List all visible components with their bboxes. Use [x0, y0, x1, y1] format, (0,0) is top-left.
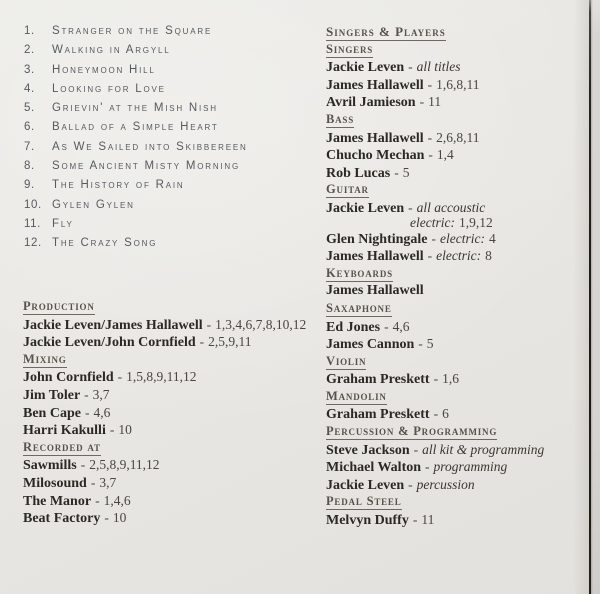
track-title: Fly [52, 217, 74, 230]
credit-detail: 4 [489, 230, 496, 246]
track-number: 6. [24, 121, 35, 134]
section-header-text: Production [23, 299, 95, 313]
left-credits-column [23, 298, 306, 527]
credit-name: James Hallawell [326, 130, 424, 146]
credit-name: The Manor [23, 493, 92, 509]
credit-name: James Hallawell [326, 283, 424, 299]
track-number: 1. [24, 25, 35, 37]
credit-row [326, 146, 544, 164]
credit-row [326, 405, 544, 423]
track-row [24, 176, 248, 195]
credit-row [326, 511, 544, 529]
credit-detail: 6 [442, 406, 449, 422]
credit-row [23, 368, 306, 386]
credit-separator: - [394, 164, 399, 180]
credit-separator: - [117, 369, 123, 385]
track-row [24, 41, 248, 60]
credit-row [326, 282, 544, 300]
credit-detail: electric: [410, 214, 455, 230]
section-header-text: Bass [326, 111, 355, 126]
credit-separator: - [418, 336, 423, 352]
credit-detail: all titles [416, 59, 461, 75]
credit-name: Jackie Leven/John Cornfield [23, 335, 196, 351]
section-header-text: Pedal Steel [326, 494, 402, 509]
credit-row [23, 316, 306, 334]
credit-detail: 11 [421, 512, 435, 528]
credit-name: Glen Nightingale [326, 231, 428, 247]
credit-name: James Cannon [326, 337, 415, 353]
track-row [24, 118, 248, 137]
credit-separator: - [84, 386, 89, 402]
track-row [24, 80, 248, 99]
credit-name: Sawmills [23, 458, 77, 474]
track-title: The History of Rain [52, 179, 185, 192]
credit-separator: - [408, 199, 413, 215]
section-header-text: Percussion & Programming [326, 424, 498, 439]
credit-name: Graham Preskett [326, 407, 430, 423]
credit-detail: 3,7 [92, 386, 110, 402]
credit-separator: - [433, 406, 439, 422]
credit-row [23, 333, 306, 351]
credit-detail: 1,5,8,9,11,12 [126, 369, 197, 385]
credit-row [326, 230, 544, 248]
section-header-text: Guitar [326, 182, 369, 197]
track-title: Honeymoon Hill [52, 63, 156, 76]
section-header [326, 265, 544, 283]
credit-name: Jim Toler [23, 387, 81, 403]
section-header-text: Mandolin [326, 388, 387, 403]
credit-name: Rob Lucas [326, 165, 391, 181]
credit-name: Melvyn Duffy [326, 513, 409, 529]
section-header-text: Mixing [23, 351, 67, 366]
credit-name: Graham Preskett [326, 372, 430, 388]
credit-detail: 11 [428, 94, 442, 110]
credit-row [326, 76, 544, 94]
credit-separator: - [427, 248, 433, 264]
credit-separator: - [109, 422, 115, 438]
section-header [23, 351, 306, 369]
credit-name: Jackie Leven [326, 477, 405, 493]
section-header [23, 298, 306, 316]
credit-detail: percussion [416, 476, 475, 492]
credit-detail: 1,4,6 [103, 492, 131, 508]
track-row [24, 61, 248, 80]
track-number: 10. [24, 198, 42, 211]
page-edge-strip [591, 0, 600, 594]
page-fold-shadow [573, 0, 589, 594]
track-row [24, 234, 248, 253]
section-header [23, 439, 306, 457]
credit-row [23, 474, 306, 492]
credit-detail: 4,6 [93, 404, 111, 420]
credit-separator: - [90, 474, 96, 490]
credit-separator: - [427, 129, 433, 145]
credit-row [23, 492, 306, 510]
credit-detail: 1,6 [442, 371, 459, 387]
credit-detail: all accoustic [416, 199, 486, 215]
track-number: 5. [24, 102, 35, 115]
credit-name: Milosound [23, 475, 87, 491]
credit-name: Beat Factory [23, 511, 101, 527]
credit-detail: 2,5,8,9,11,12 [89, 457, 160, 473]
credit-detail: 2,5,9,11 [208, 334, 252, 350]
track-title: Gylen Gylen [52, 198, 135, 211]
track-title: Grievin' at the Mish Nish [52, 102, 218, 115]
credit-detail: electric: [440, 230, 485, 246]
track-number: 2. [24, 44, 35, 57]
section-header [326, 388, 544, 406]
credit-separator: - [104, 510, 109, 526]
credit-row [23, 421, 306, 439]
section-header [326, 41, 544, 59]
credit-separator: - [412, 512, 418, 528]
credit-row [326, 93, 544, 111]
credit-row [326, 441, 544, 459]
credit-detail: all kit & programming [422, 441, 545, 457]
track-number: 4. [24, 82, 35, 95]
credit-separator: - [95, 492, 100, 508]
track-title: Stranger on the Square [52, 25, 213, 37]
section-header [326, 423, 544, 441]
credit-detail: 5 [402, 164, 410, 180]
credit-separator: - [428, 147, 433, 163]
right-credits-column [326, 23, 544, 529]
credit-detail: 2,6,8,11 [436, 129, 480, 145]
credit-name: James Hallawell [326, 249, 424, 265]
track-number: 9. [24, 179, 35, 192]
section-header [326, 181, 544, 199]
section-header [326, 23, 544, 41]
track-title: Ballad of a Simple Heart [52, 121, 219, 134]
section-header [326, 111, 544, 129]
track-number: 12. [24, 237, 42, 250]
credit-row [326, 164, 544, 182]
credit-name: Jackie Leven [326, 200, 405, 216]
credit-row [23, 456, 306, 474]
section-header [326, 353, 544, 371]
credit-detail: 10 [118, 422, 132, 438]
credit-name: James Hallawell [326, 77, 424, 93]
credit-detail: 1,6,8,11 [436, 76, 480, 92]
credit-detail: 1,4 [436, 147, 454, 163]
section-header-text: Violin [326, 353, 367, 368]
track-number: 3. [24, 63, 35, 76]
credit-name: Michael Walton [326, 460, 422, 476]
credit-name: Chucho Mechan [326, 148, 425, 164]
section-header-text: Saxaphone [326, 300, 392, 315]
credit-name: Avril Jamieson [326, 95, 416, 111]
section-header [326, 300, 544, 318]
credit-name: John Cornfield [23, 370, 114, 386]
track-title: Some Ancient Misty Morning [52, 160, 241, 173]
credit-separator: - [408, 476, 413, 492]
credit-detail: 1,3,4,6,7,8,10,12 [215, 316, 307, 332]
credit-separator: - [433, 371, 439, 387]
track-row [24, 196, 248, 215]
credit-row [326, 458, 544, 476]
section-header-text: Recorded at [23, 439, 101, 454]
track-list [24, 22, 248, 254]
credit-row [326, 318, 544, 336]
track-title: As We Sailed into Skibbereen [52, 140, 248, 153]
credit-detail: electric: [436, 248, 482, 264]
credit-separator: - [206, 316, 212, 332]
credit-row [23, 386, 306, 404]
section-header [326, 493, 544, 511]
credit-row [326, 129, 544, 147]
credit-separator: - [80, 457, 86, 473]
credit-row [326, 476, 544, 494]
track-row [24, 99, 248, 118]
credit-separator: - [84, 404, 90, 420]
credit-row [23, 509, 306, 527]
credit-row [326, 370, 544, 388]
credit-row [23, 404, 306, 422]
section-header-text: Singers [326, 41, 374, 56]
credit-detail: 1,9,12 [458, 214, 493, 230]
credit-name: Jackie Leven/James Hallawell [23, 317, 203, 333]
credit-separator: - [419, 94, 425, 110]
credit-separator: - [199, 334, 205, 350]
section-header-text: Keyboards [326, 265, 393, 280]
track-title: The Crazy Song [52, 237, 158, 250]
track-row [24, 138, 248, 157]
track-number: 8. [24, 160, 35, 173]
credit-name: Harri Kakulli [23, 423, 106, 439]
credit-detail: 4,6 [392, 318, 410, 334]
credit-separator: - [384, 318, 389, 334]
credit-row [326, 247, 544, 265]
credit-separator: - [431, 230, 437, 246]
track-number: 7. [24, 140, 35, 153]
credit-name: Ben Cape [23, 405, 81, 421]
credit-name: Jackie Leven [326, 60, 405, 76]
credit-detail: programming [433, 459, 508, 475]
credit-separator: - [425, 459, 430, 475]
track-row [24, 215, 248, 234]
credit-detail: 5 [426, 336, 434, 352]
credit-separator: - [427, 76, 433, 92]
credit-separator: - [408, 59, 413, 75]
track-row [24, 157, 248, 176]
section-header-text: Singers & Players [326, 24, 446, 39]
credit-row [326, 58, 544, 76]
credit-separator: - [413, 441, 419, 457]
track-row [24, 22, 248, 41]
credit-wrap-row [326, 214, 544, 230]
track-title: Looking for Love [52, 82, 166, 95]
track-title: Walking in Argyll [52, 44, 171, 57]
track-number: 11. [24, 217, 41, 230]
credit-detail: 8 [485, 248, 492, 264]
credit-detail: 10 [112, 510, 127, 526]
credit-row [326, 335, 544, 353]
credit-name: Ed Jones [326, 319, 381, 335]
credit-name: Steve Jackson [326, 442, 410, 458]
credit-detail: 3,7 [99, 474, 117, 490]
